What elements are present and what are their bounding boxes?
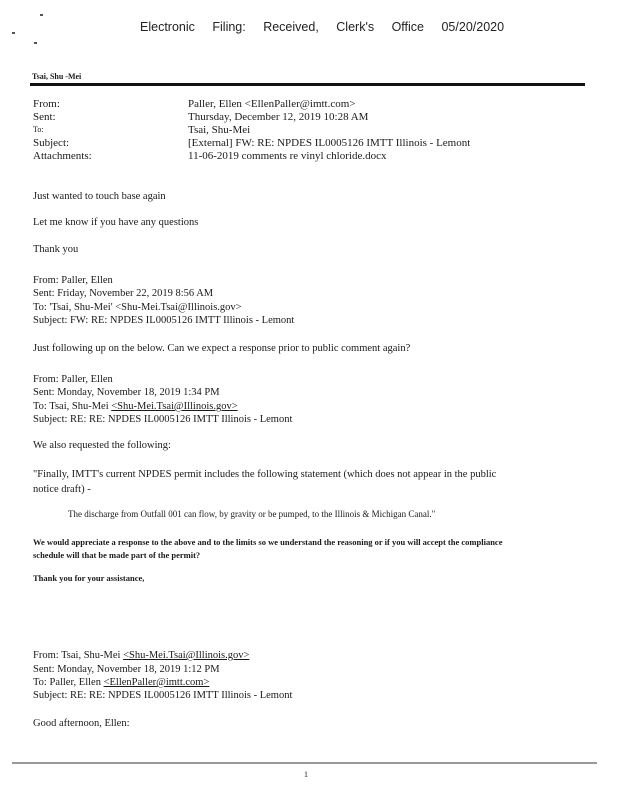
scan-mark (40, 14, 43, 16)
stamp-word: Received, (263, 20, 319, 34)
scan-mark (12, 32, 15, 34)
body-line: notice draft) - (33, 484, 91, 495)
quote3-from (33, 650, 249, 661)
sent-value: Thursday, December 12, 2019 10:28 AM (188, 111, 369, 123)
quote2-from: From: Paller, Ellen (33, 374, 113, 385)
quote2-to-prefix: To: Tsai, Shu-Mei (33, 401, 112, 412)
body-line: We also requested the following: (33, 440, 171, 451)
email-link[interactable]: <EllenPaller@imtt.com> (103, 677, 210, 688)
subject-value: [External] FW: RE: NPDES IL0005126 IMTT Illinois - Lemont (188, 137, 471, 149)
to-value: Tsai, Shu-Mei (188, 124, 251, 136)
quote2-sent: Sent: Monday, November 18, 2019 1:34 PM (33, 387, 220, 398)
scan-mark (34, 42, 37, 44)
printed-by: Tsai, Shu -Mei (32, 72, 82, 81)
stamp-word: Office (391, 20, 424, 34)
stamp-word: Electronic (140, 20, 195, 34)
email-link[interactable]: <Shu-Mei.Tsai@Illinois.gov> (111, 401, 238, 412)
quote3-sent: Sent: Monday, November 18, 2019 1:12 PM (33, 664, 220, 675)
filing-stamp (140, 20, 518, 34)
quote3-to-prefix: To: Paller, Ellen (33, 677, 104, 688)
stamp-date: 05/20/2020 (441, 20, 505, 34)
body-line: We would appreciate a response to the above and to the limits so we understand the reasoning or if you will accept the compliance (33, 537, 503, 547)
quote3-subject: Subject: RE: RE: NPDES IL0005126 IMTT Illinois - Lemont (33, 690, 293, 701)
footer-rule (12, 762, 597, 764)
quote3-to (33, 677, 209, 688)
permit-quote: The discharge from Outfall 001 can flow, by gravity or be pumped, to the Illinois & Michigan Canal." (68, 509, 436, 519)
signoff: Thank you for your assistance, (33, 573, 145, 583)
header-rule (30, 83, 585, 86)
quote1-body: Just following up on the below. Can we expect a response prior to public comment again? (33, 343, 411, 354)
stamp-word: Clerk's (336, 20, 375, 34)
attachment-file[interactable]: 11-06-2019 comments re vinyl chloride.docx (188, 150, 387, 162)
quote1-sent: Sent: Friday, November 22, 2019 8:56 AM (33, 288, 214, 299)
quote1-to: To: 'Tsai, Shu-Mei' <Shu-Mei.Tsai@Illinois.gov> (33, 302, 242, 313)
from-value: Paller, Ellen <EllenPaller@imtt.com> (188, 98, 356, 110)
quote3-from-prefix: From: Tsai, Shu-Mei (33, 650, 124, 661)
body-line: schedule will that be made part of the permit? (33, 550, 201, 560)
email-link[interactable]: <Shu-Mei.Tsai@Illinois.gov> (123, 650, 250, 661)
body-line: Let me know if you have any questions (33, 217, 199, 228)
to-label: To: (33, 125, 44, 134)
quote2-subject: Subject: RE: RE: NPDES IL0005126 IMTT Illinois - Lemont (33, 414, 293, 425)
greeting: Good afternoon, Ellen: (33, 718, 130, 729)
sent-label: Sent: (33, 111, 56, 123)
subject-label: Subject: (33, 137, 70, 149)
stamp-word: Filing: (212, 20, 246, 34)
body-line: "Finally, IMTT's current NPDES permit includes the following statement (which does not appear in the public (33, 469, 497, 480)
quote2-to (33, 401, 238, 412)
attachments-label: Attachments: (33, 150, 92, 162)
from-label: From: (33, 98, 60, 110)
body-line: Thank you (33, 244, 79, 255)
quote1-subject: Subject: FW: RE: NPDES IL0005126 IMTT Illinois - Lemont (33, 315, 295, 326)
page-number: 1 (304, 770, 308, 779)
body-line: Just wanted to touch base again (33, 191, 166, 202)
quote1-from: From: Paller, Ellen (33, 275, 113, 286)
